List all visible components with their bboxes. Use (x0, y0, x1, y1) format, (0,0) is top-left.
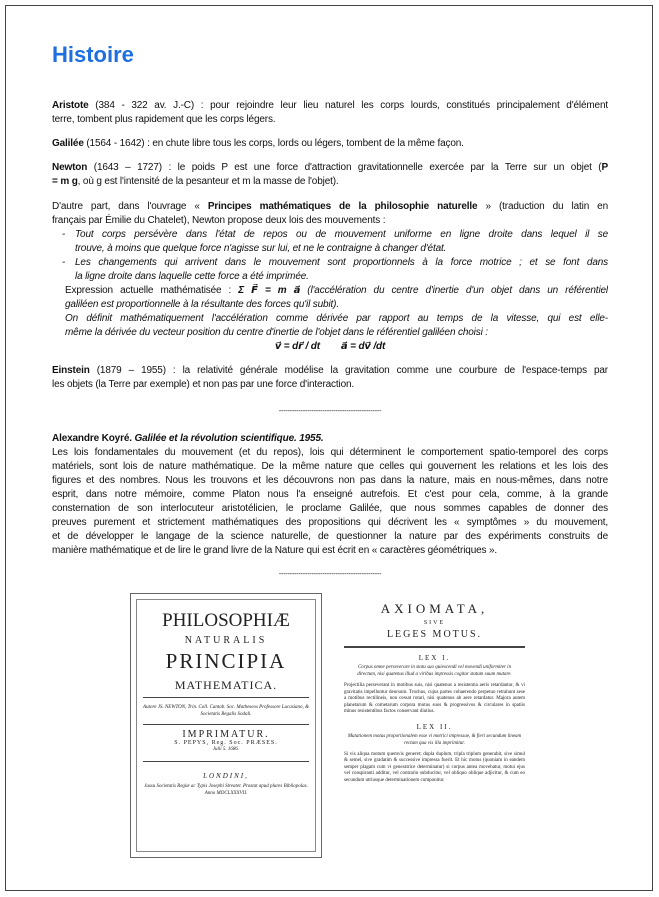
separator: ----------------------------------------------- (278, 408, 382, 415)
einstein-line-1: Einstein (1879 – 1955) : la relativité générale modélise la gravitation comme une courbure de l'espace-temps par (52, 365, 608, 376)
velocity-acceleration-formula: v⃗ = dr⃗ / dt a⃗ = dv⃗ /dt (274, 341, 386, 352)
newton-line-1: Newton (1643 – 1727) : le poids P est une force d'attraction gravitationnelle exercée par la Terre sur un objet (P (52, 162, 608, 173)
koyre-line: manière mathématique et de lire le grand livre de la Nature qui est écrit en « caractères géométriques ». (52, 545, 498, 556)
koyre-line: preuves purement et strictement mathématiques des propositions qui décrivent les « symptômes » du mouvement, (52, 517, 608, 528)
law-2-line-2: la ligne droite dans laquelle cette force a été imprimée. (75, 271, 309, 282)
law-1-line-1: Tout corps persévère dans l'état de repos ou de mouvement uniforme en ligne droite dans lequel il se (75, 229, 608, 240)
aristote-line-2: terre, tombent plus rapidement que les corps légers. (52, 114, 276, 125)
koyre-line: esprit, dans notre mémoire, comme Platon nous l'a enseigné autrefois. Et c'est pour cela, comme, à la grande (52, 489, 608, 500)
einstein-line-2: les objets (la Terre par exemple) et non pas par une force d'interaction. (52, 379, 355, 390)
koyre-line: figures et des nombres. Nous les trouvons et les découvrons non pas dans la nature, mais en nous-mêmes, dans notre (52, 475, 608, 486)
definition-line-2: même la dérivée du vecteur position du centre d'inertie de l'objet dans le référentiel galiléen choisi : (65, 327, 488, 338)
bullet: - (62, 229, 66, 240)
law-1-line-2: trouve, à moins que quelque force n'agisse sur lui, et ne le contraigne à changer d'état. (75, 243, 447, 254)
bullet: - (62, 257, 66, 268)
koyre-line: consternation de son interlocuteur aristotélicien, le proclame Galilée, que nous sommes capables de donner des (52, 503, 608, 514)
galilee-line: Galilée (1564 - 1642) : en chute libre tous les corps, lords ou légers, tombent de la même façon. (52, 138, 464, 149)
axiomata-page-image: AXIOMATA, SIVE LEGES MOTUS. LEX I. Corpus omne perseverare in statu suo quiescendi vel movendi uniformiter in directum, nisi quatenus illud a viribus impressis cogitur statum suum mutare. Projectilia perseverant in motibus suis, nisi quatenus a resistentia aeris retardantur, & vi gravitatis impelluntur deorsum. Trochus, cujus partes cohaerendo perpetuo retrahunt sese a motibus rectilineis, non cessat rotari, nisi quatenus ab aere retardatur. Majora autem planetarum & cometarum corpora motus suos & progressivos & circulares in spatiis minus resistentibus factos conservant diutius. LEX II. Mutationem motus proportionalem esse vi motrici impressae, & fieri secundum lineam rectam qua vis illa imprimitur. Si vis aliqua motum quemvis generet; dupla duplum, tripla triplum generabit, sive simul & semel, sive gradatim & successive impressa fuerit. Et hic motus (quoniam in eandem semper plagam cum vi generatrice determinatur) si corpus antea movebatur, motui ejus vel conspiranti additur, vel contrario subducitur, vel obliquo oblique adjicitur, & cum eo secundum utriusque determinationem componitur. (342, 593, 527, 858)
koyre-line: matériels, sont lois de nature mathématique. De la même nature que celles qui gouvernent les relations et les lois des (52, 461, 608, 472)
separator: ----------------------------------------------- (278, 571, 382, 578)
expression-line-2: galiléen est proportionnelle à la résultante des forces qu'il subit). (65, 299, 339, 310)
law-2-line-1: Les changements qui arrivent dans le mouvement sont proportionnels à la force motrice ; et se font dans (75, 257, 608, 268)
principia-line-1: D'autre part, dans l'ouvrage « Principes mathématiques de la philosophie naturelle » (traduction du latin en (52, 201, 608, 212)
principia-title-page-image: PHILOSOPHIÆ NATURALIS PRINCIPIA MATHEMATICA. Autore JS. NEWTON, Trin. Coll. Cantab. Soc. Matheseos Professore Lucasiano, & Societatis Regalis Sodali. IMPRIMATUR. S. PEPYS, Reg. Soc. PRÆSES. Julii 5. 1686. LONDINI, Jussu Societatis Regiæ ac Typis Josephi Streater. Prostat apud plures Bibliopolas. Anno MDCLXXXVII. (130, 593, 322, 858)
newton-line-2: = m g, où g est l'intensité de la pesanteur et m la masse de l'objet). (52, 176, 339, 187)
koyre-heading: Alexandre Koyré. Galilée et la révolution scientifique. 1955. (52, 433, 324, 444)
definition-line-1: On définit mathématiquement l'accélération comme dérivée par rapport au temps de la vitesse, qui est elle- (65, 313, 608, 324)
koyre-line: Les lois fondamentales du mouvement (et du repos), lois qui déterminent le comportement spatio-temporel des corps (52, 447, 608, 458)
principia-line-2: français par Émilie du Chatelet), Newton propose deux lois des mouvements : (52, 215, 386, 226)
page-title: Histoire (52, 42, 134, 67)
aristote-line-1: Aristote (384 - 322 av. J.-C) : pour rejoindre leur lieu naturel les corps lourds, constitués principalement d'élément (52, 100, 608, 111)
expression-line-1: Expression actuelle mathématisée : Σ F⃗ = m a⃗ (l'accélération du centre d'inertie d'un objet dans un référentiel (65, 285, 608, 296)
koyre-line: et de développer le langage de la science naturelle, de questionner la nature par des expériments construits de (52, 531, 608, 542)
